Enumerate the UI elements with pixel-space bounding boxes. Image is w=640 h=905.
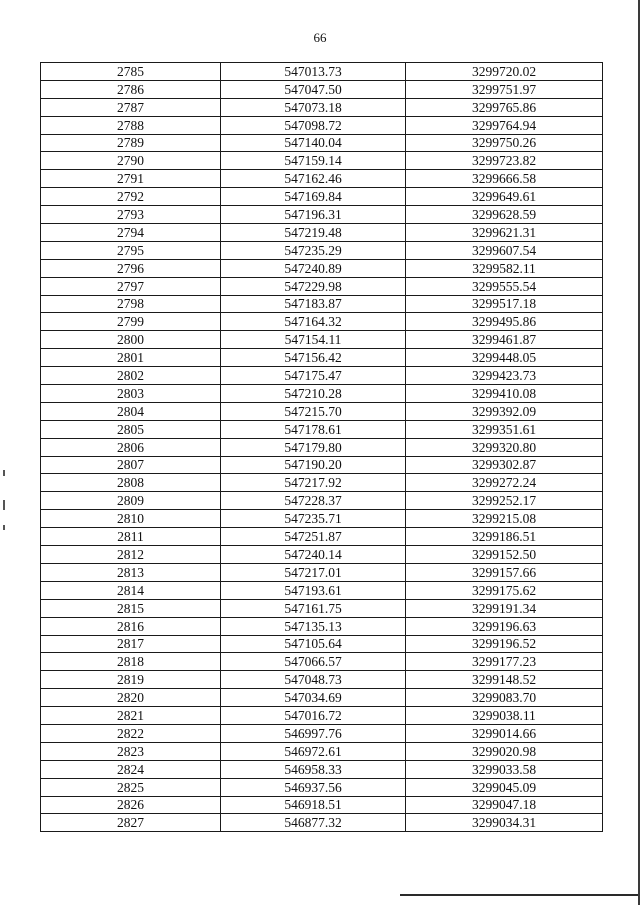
table-row xyxy=(41,170,603,188)
point-number-cell: 2826 xyxy=(41,796,221,814)
x-coordinate-cell: 547048.73 xyxy=(221,671,406,689)
y-coordinate-cell: 3299628.59 xyxy=(406,206,603,224)
point-number-cell: 2809 xyxy=(41,492,221,510)
y-coordinate-cell: 3299423.73 xyxy=(406,367,603,385)
x-coordinate-cell: 547183.87 xyxy=(221,295,406,313)
y-coordinate-cell: 3299621.31 xyxy=(406,224,603,242)
table-row xyxy=(41,760,603,778)
y-coordinate-cell: 3299765.86 xyxy=(406,98,603,116)
coordinates-table-body xyxy=(41,63,603,832)
y-coordinate-cell: 3299764.94 xyxy=(406,116,603,134)
x-coordinate-cell: 547047.50 xyxy=(221,80,406,98)
x-coordinate-cell: 547235.71 xyxy=(221,510,406,528)
point-number-cell: 2792 xyxy=(41,188,221,206)
x-coordinate-cell: 547073.18 xyxy=(221,98,406,116)
x-coordinate-cell: 547156.42 xyxy=(221,349,406,367)
y-coordinate-cell: 3299410.08 xyxy=(406,385,603,403)
table-row xyxy=(41,742,603,760)
x-coordinate-cell: 547240.14 xyxy=(221,546,406,564)
y-coordinate-cell: 3299148.52 xyxy=(406,671,603,689)
point-number-cell: 2817 xyxy=(41,635,221,653)
x-coordinate-cell: 547215.70 xyxy=(221,402,406,420)
point-number-cell: 2794 xyxy=(41,224,221,242)
scan-margin-mark xyxy=(3,470,5,476)
x-coordinate-cell: 547016.72 xyxy=(221,707,406,725)
x-coordinate-cell: 547034.69 xyxy=(221,689,406,707)
page-number: 66 xyxy=(313,30,327,45)
x-coordinate-cell: 547190.20 xyxy=(221,456,406,474)
x-coordinate-cell: 547164.32 xyxy=(221,313,406,331)
x-coordinate-cell: 547179.80 xyxy=(221,438,406,456)
point-number-cell: 2808 xyxy=(41,474,221,492)
y-coordinate-cell: 3299175.62 xyxy=(406,581,603,599)
table-row xyxy=(41,367,603,385)
y-coordinate-cell: 3299083.70 xyxy=(406,689,603,707)
point-number-cell: 2785 xyxy=(41,63,221,81)
point-number-cell: 2786 xyxy=(41,80,221,98)
y-coordinate-cell: 3299607.54 xyxy=(406,241,603,259)
y-coordinate-cell: 3299495.86 xyxy=(406,313,603,331)
table-row xyxy=(41,206,603,224)
point-number-cell: 2823 xyxy=(41,742,221,760)
point-number-cell: 2825 xyxy=(41,778,221,796)
point-number-cell: 2791 xyxy=(41,170,221,188)
y-coordinate-cell: 3299448.05 xyxy=(406,349,603,367)
table-row xyxy=(41,277,603,295)
x-coordinate-cell: 547066.57 xyxy=(221,653,406,671)
point-number-cell: 2803 xyxy=(41,385,221,403)
point-number-cell: 2799 xyxy=(41,313,221,331)
table-row xyxy=(41,331,603,349)
y-coordinate-cell: 3299582.11 xyxy=(406,259,603,277)
x-coordinate-cell: 547135.13 xyxy=(221,617,406,635)
y-coordinate-cell: 3299302.87 xyxy=(406,456,603,474)
point-number-cell: 2804 xyxy=(41,402,221,420)
table-row xyxy=(41,259,603,277)
y-coordinate-cell: 3299215.08 xyxy=(406,510,603,528)
y-coordinate-cell: 3299320.80 xyxy=(406,438,603,456)
table-row xyxy=(41,116,603,134)
y-coordinate-cell: 3299750.26 xyxy=(406,134,603,152)
coordinates-table xyxy=(40,62,603,832)
y-coordinate-cell: 3299555.54 xyxy=(406,277,603,295)
table-row xyxy=(41,563,603,581)
table-row xyxy=(41,635,603,653)
point-number-cell: 2811 xyxy=(41,528,221,546)
x-coordinate-cell: 547154.11 xyxy=(221,331,406,349)
point-number-cell: 2818 xyxy=(41,653,221,671)
table-row xyxy=(41,98,603,116)
y-coordinate-cell: 3299517.18 xyxy=(406,295,603,313)
y-coordinate-cell: 3299751.97 xyxy=(406,80,603,98)
table-row xyxy=(41,671,603,689)
y-coordinate-cell: 3299038.11 xyxy=(406,707,603,725)
point-number-cell: 2793 xyxy=(41,206,221,224)
table-row xyxy=(41,134,603,152)
point-number-cell: 2824 xyxy=(41,760,221,778)
table-row xyxy=(41,188,603,206)
y-coordinate-cell: 3299196.63 xyxy=(406,617,603,635)
y-coordinate-cell: 3299014.66 xyxy=(406,724,603,742)
table-row xyxy=(41,349,603,367)
point-number-cell: 2790 xyxy=(41,152,221,170)
x-coordinate-cell: 546997.76 xyxy=(221,724,406,742)
table-row xyxy=(41,224,603,242)
x-coordinate-cell: 547159.14 xyxy=(221,152,406,170)
y-coordinate-cell: 3299034.31 xyxy=(406,814,603,832)
scan-margin-mark xyxy=(3,525,5,530)
scan-margin-mark xyxy=(3,500,5,510)
table-row xyxy=(41,456,603,474)
table-row xyxy=(41,241,603,259)
point-number-cell: 2820 xyxy=(41,689,221,707)
point-number-cell: 2827 xyxy=(41,814,221,832)
point-number-cell: 2810 xyxy=(41,510,221,528)
point-number-cell: 2821 xyxy=(41,707,221,725)
y-coordinate-cell: 3299045.09 xyxy=(406,778,603,796)
point-number-cell: 2787 xyxy=(41,98,221,116)
point-number-cell: 2814 xyxy=(41,581,221,599)
x-coordinate-cell: 547169.84 xyxy=(221,188,406,206)
y-coordinate-cell: 3299047.18 xyxy=(406,796,603,814)
y-coordinate-cell: 3299461.87 xyxy=(406,331,603,349)
x-coordinate-cell: 547210.28 xyxy=(221,385,406,403)
x-coordinate-cell: 547162.46 xyxy=(221,170,406,188)
point-number-cell: 2795 xyxy=(41,241,221,259)
table-row xyxy=(41,689,603,707)
x-coordinate-cell: 547178.61 xyxy=(221,420,406,438)
y-coordinate-cell: 3299351.61 xyxy=(406,420,603,438)
table-row xyxy=(41,420,603,438)
x-coordinate-cell: 546972.61 xyxy=(221,742,406,760)
table-row xyxy=(41,402,603,420)
y-coordinate-cell: 3299666.58 xyxy=(406,170,603,188)
point-number-cell: 2800 xyxy=(41,331,221,349)
scan-bottom-rule xyxy=(400,894,640,896)
x-coordinate-cell: 547235.29 xyxy=(221,241,406,259)
table-row xyxy=(41,581,603,599)
point-number-cell: 2801 xyxy=(41,349,221,367)
x-coordinate-cell: 546877.32 xyxy=(221,814,406,832)
table-row xyxy=(41,599,603,617)
point-number-cell: 2796 xyxy=(41,259,221,277)
table-row xyxy=(41,510,603,528)
x-coordinate-cell: 547219.48 xyxy=(221,224,406,242)
table-row xyxy=(41,546,603,564)
y-coordinate-cell: 3299720.02 xyxy=(406,63,603,81)
x-coordinate-cell: 547217.01 xyxy=(221,563,406,581)
table-row xyxy=(41,778,603,796)
point-number-cell: 2789 xyxy=(41,134,221,152)
table-row xyxy=(41,438,603,456)
table-row xyxy=(41,796,603,814)
point-number-cell: 2816 xyxy=(41,617,221,635)
y-coordinate-cell: 3299252.17 xyxy=(406,492,603,510)
x-coordinate-cell: 547140.04 xyxy=(221,134,406,152)
point-number-cell: 2797 xyxy=(41,277,221,295)
table-row xyxy=(41,80,603,98)
table-row xyxy=(41,724,603,742)
table-row xyxy=(41,653,603,671)
table-row xyxy=(41,528,603,546)
point-number-cell: 2802 xyxy=(41,367,221,385)
table-row xyxy=(41,152,603,170)
table-row xyxy=(41,295,603,313)
x-coordinate-cell: 546937.56 xyxy=(221,778,406,796)
table-row xyxy=(41,814,603,832)
point-number-cell: 2788 xyxy=(41,116,221,134)
x-coordinate-cell: 547193.61 xyxy=(221,581,406,599)
table-row xyxy=(41,492,603,510)
x-coordinate-cell: 546958.33 xyxy=(221,760,406,778)
x-coordinate-cell: 547105.64 xyxy=(221,635,406,653)
x-coordinate-cell: 547161.75 xyxy=(221,599,406,617)
x-coordinate-cell: 547240.89 xyxy=(221,259,406,277)
x-coordinate-cell: 547175.47 xyxy=(221,367,406,385)
x-coordinate-cell: 547013.73 xyxy=(221,63,406,81)
x-coordinate-cell: 547228.37 xyxy=(221,492,406,510)
table-row xyxy=(41,63,603,81)
x-coordinate-cell: 547098.72 xyxy=(221,116,406,134)
y-coordinate-cell: 3299157.66 xyxy=(406,563,603,581)
y-coordinate-cell: 3299191.34 xyxy=(406,599,603,617)
table-row xyxy=(41,313,603,331)
x-coordinate-cell: 547196.31 xyxy=(221,206,406,224)
table-row xyxy=(41,385,603,403)
y-coordinate-cell: 3299033.58 xyxy=(406,760,603,778)
y-coordinate-cell: 3299723.82 xyxy=(406,152,603,170)
y-coordinate-cell: 3299272.24 xyxy=(406,474,603,492)
y-coordinate-cell: 3299186.51 xyxy=(406,528,603,546)
x-coordinate-cell: 546918.51 xyxy=(221,796,406,814)
point-number-cell: 2806 xyxy=(41,438,221,456)
point-number-cell: 2807 xyxy=(41,456,221,474)
point-number-cell: 2798 xyxy=(41,295,221,313)
x-coordinate-cell: 547217.92 xyxy=(221,474,406,492)
y-coordinate-cell: 3299649.61 xyxy=(406,188,603,206)
table-row xyxy=(41,617,603,635)
point-number-cell: 2819 xyxy=(41,671,221,689)
x-coordinate-cell: 547251.87 xyxy=(221,528,406,546)
y-coordinate-cell: 3299196.52 xyxy=(406,635,603,653)
point-number-cell: 2815 xyxy=(41,599,221,617)
table-row xyxy=(41,474,603,492)
table-row xyxy=(41,707,603,725)
point-number-cell: 2822 xyxy=(41,724,221,742)
y-coordinate-cell: 3299152.50 xyxy=(406,546,603,564)
x-coordinate-cell: 547229.98 xyxy=(221,277,406,295)
y-coordinate-cell: 3299392.09 xyxy=(406,402,603,420)
y-coordinate-cell: 3299020.98 xyxy=(406,742,603,760)
y-coordinate-cell: 3299177.23 xyxy=(406,653,603,671)
point-number-cell: 2812 xyxy=(41,546,221,564)
point-number-cell: 2813 xyxy=(41,563,221,581)
point-number-cell: 2805 xyxy=(41,420,221,438)
